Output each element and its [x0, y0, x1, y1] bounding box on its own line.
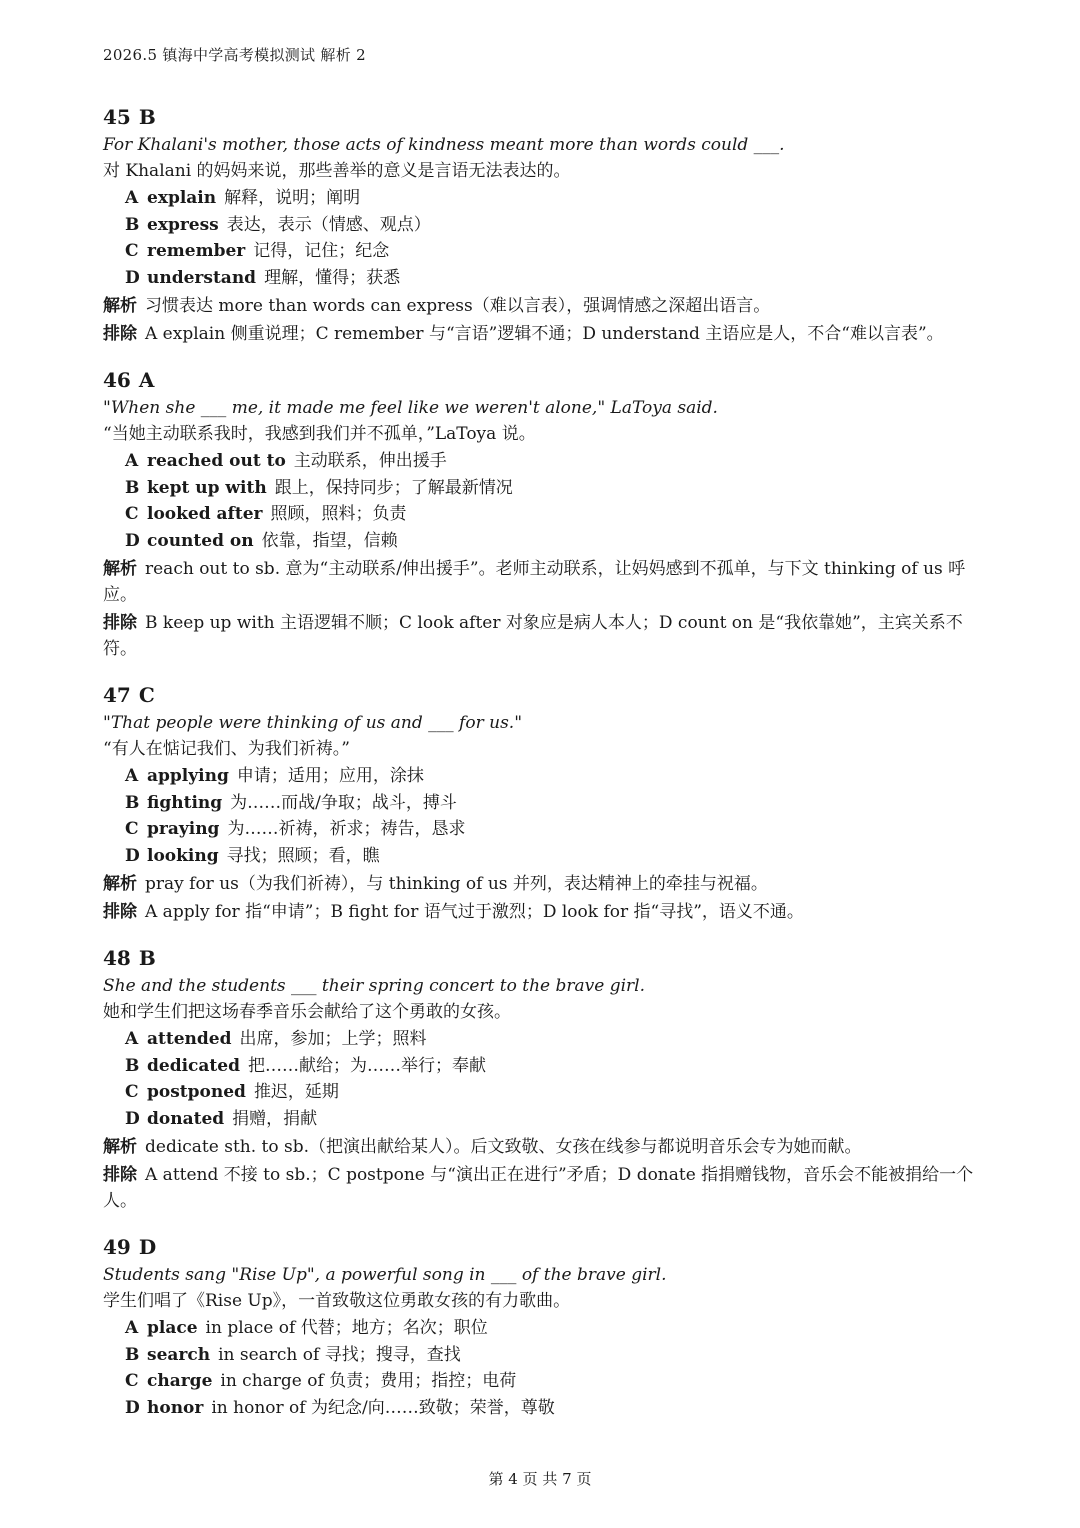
question-stem-chinese: “有人在惦记我们、为我们祈祷。”	[103, 739, 350, 759]
option-letter: B	[125, 792, 140, 813]
option-row	[103, 843, 983, 870]
option-letter: A	[125, 451, 139, 471]
exclusion-text: A apply for 指“申请”；B fight for 语气过于激烈；D look for 指“寻找”，语义不通。	[145, 902, 804, 922]
option-meaning: 照顾，照料；负责	[270, 504, 407, 524]
option-word: fighting	[147, 792, 223, 813]
question-number: 49	[103, 1235, 131, 1259]
option-row	[103, 238, 983, 265]
question-answer: B	[138, 105, 156, 129]
option-word: search	[147, 1344, 211, 1365]
question-number: 47	[103, 683, 131, 707]
question-header	[103, 682, 983, 708]
option-letter: D	[125, 1108, 140, 1129]
question-stem-chinese: 对 Khalani 的妈妈来说，那些善举的意义是言语无法表达的。	[103, 161, 571, 181]
analysis-text: pray for us（为我们祈祷），与 thinking of us 并列，表达精神上的牵挂与祝福。	[145, 874, 768, 894]
option-letter: B	[125, 214, 140, 235]
option-meaning: in charge of 负责；费用；指控；电荷	[220, 1371, 517, 1391]
option-letter: D	[125, 845, 140, 866]
option-meaning: 记得，记住；纪念	[253, 241, 390, 261]
analysis-note	[103, 871, 983, 897]
option-letter: B	[125, 1344, 140, 1365]
option-row	[103, 1368, 983, 1395]
option-word: dedicated	[147, 1055, 240, 1076]
exclusion-text: A attend 不接 to sb.；C postpone 与“演出正在进行”矛盾；D donate 指捐赠钱物，音乐会不能被捐给一个人。	[103, 1165, 974, 1211]
option-letter: D	[125, 1397, 140, 1418]
option-word: honor	[147, 1397, 204, 1418]
option-row	[103, 1315, 983, 1342]
question-list	[103, 104, 983, 1441]
exclusion-label: 排除	[103, 324, 137, 344]
question-stem-chinese: 她和学生们把这场春季音乐会献给了这个勇敢的女孩。	[103, 1002, 511, 1022]
option-word: reached out to	[147, 451, 286, 471]
option-word: praying	[147, 819, 220, 839]
exclusion-note	[103, 1162, 983, 1214]
analysis-label: 解析	[103, 1137, 137, 1157]
option-row	[103, 528, 983, 555]
question-stem-english: "That people were thinking of us and ___ for us."	[103, 713, 523, 733]
option-letter: C	[125, 241, 139, 261]
option-word: attended	[147, 1029, 232, 1049]
option-letter: B	[125, 1055, 140, 1076]
option-row	[103, 1026, 983, 1053]
option-meaning: 表达，表示（情感、观点）	[226, 214, 431, 235]
option-row	[103, 790, 983, 817]
question-number: 45	[103, 105, 131, 129]
analysis-text: 习惯表达 more than words can express（难以言表），强调情感之深超出语言。	[145, 296, 771, 316]
question-header	[103, 104, 983, 130]
option-row	[103, 1342, 983, 1369]
question-stem-english: "When she ___ me, it made me feel like we weren't alone," LaToya said.	[103, 398, 718, 418]
option-meaning: 申请；适用；应用，涂抹	[236, 766, 424, 786]
question-block	[103, 945, 983, 1214]
analysis-note	[103, 556, 983, 608]
option-word: looked after	[147, 504, 263, 524]
option-letter: C	[125, 819, 139, 839]
exclusion-note	[103, 610, 983, 662]
question-stem-chinese: “当她主动联系我时，我感到我们并不孤单，”LaToya 说。	[103, 424, 536, 444]
option-word: kept up with	[147, 477, 267, 498]
option-row	[103, 1079, 983, 1106]
analysis-label: 解析	[103, 296, 137, 316]
option-letter: D	[125, 530, 140, 551]
option-meaning: in place of 代替；地方；名次；职位	[205, 1318, 488, 1338]
exclusion-label: 排除	[103, 902, 137, 922]
option-word: donated	[147, 1108, 225, 1129]
analysis-note	[103, 1134, 983, 1160]
page-footer: 第 4 页 共 7 页	[488, 1470, 592, 1488]
question-header	[103, 1234, 983, 1260]
option-row	[103, 763, 983, 790]
option-letter: D	[125, 267, 140, 288]
option-meaning: 把……献给；为……举行；奉献	[247, 1055, 486, 1076]
question-stem-chinese: 学生们唱了《Rise Up》，一首致敬这位勇敢女孩的有力歌曲。	[103, 1291, 571, 1311]
exclusion-text: A explain 侧重说理；C remember 与“言语”逻辑不通；D understand 主语应是人，不合“难以言表”。	[145, 324, 944, 344]
option-row	[103, 185, 983, 212]
option-row	[103, 501, 983, 528]
question-stem-english: She and the students ___ their spring concert to the brave girl.	[103, 976, 646, 996]
question-stem-english: Students sang "Rise Up", a powerful song in ___ of the brave girl.	[103, 1265, 667, 1285]
option-meaning: 主动联系，伸出援手	[293, 451, 447, 471]
option-word: explain	[147, 188, 217, 208]
option-letter: A	[125, 188, 139, 208]
option-meaning: 寻找；照顾；看，瞧	[226, 845, 380, 866]
option-word: remember	[147, 241, 246, 261]
option-meaning: in search of 寻找；搜寻，查找	[218, 1344, 461, 1365]
option-row	[103, 475, 983, 502]
option-row	[103, 448, 983, 475]
option-meaning: 理解，懂得；获悉	[264, 267, 401, 288]
option-meaning: 依靠，指望，信赖	[261, 530, 398, 551]
option-word: place	[147, 1318, 198, 1338]
question-answer: C	[138, 683, 155, 707]
question-block	[103, 367, 983, 662]
question-answer: D	[138, 1235, 157, 1259]
option-letter: B	[125, 477, 140, 498]
exclusion-text: B keep up with 主语逻辑不顺；C look after 对象应是病人本人；D count on 是“我依靠她”，主宾关系不符。	[103, 613, 963, 659]
analysis-label: 解析	[103, 559, 137, 579]
option-meaning: 为……祈祷，祈求；祷告，恳求	[227, 819, 466, 839]
option-letter: A	[125, 1318, 139, 1338]
analysis-note	[103, 293, 983, 319]
analysis-text: dedicate sth. to sb.（把演出献给某人）。后文致敬、女孩在线参与都说明音乐会专为她而献。	[145, 1137, 862, 1157]
question-header	[103, 945, 983, 971]
page-header: 2026.5 镇海中学高考模拟测试 解析 2	[103, 46, 366, 64]
option-word: charge	[147, 1371, 213, 1391]
exclusion-label: 排除	[103, 1165, 137, 1185]
question-block	[103, 104, 983, 347]
option-letter: A	[125, 766, 139, 786]
exclusion-label: 排除	[103, 613, 137, 633]
option-word: applying	[147, 766, 229, 786]
question-stem-english: For Khalani's mother, those acts of kindness meant more than words could ___.	[103, 135, 785, 155]
question-block	[103, 1234, 983, 1421]
option-word: looking	[147, 845, 219, 866]
option-letter: C	[125, 1082, 139, 1102]
option-row	[103, 212, 983, 239]
question-header	[103, 367, 983, 393]
exclusion-note	[103, 321, 983, 347]
option-word: understand	[147, 267, 257, 288]
exclusion-note	[103, 899, 983, 925]
option-meaning: 出席，参加；上学；照料	[239, 1029, 427, 1049]
option-row	[103, 816, 983, 843]
option-meaning: in honor of 为纪念/向……致敬；荣誉，尊敬	[211, 1397, 555, 1418]
analysis-text: reach out to sb. 意为“主动联系/伸出援手”。老师主动联系，让妈妈感到不孤单，与下文 thinking of us 呼应。	[103, 559, 966, 605]
option-meaning: 解释，说明；阐明	[224, 188, 361, 208]
option-row	[103, 265, 983, 292]
option-meaning: 推迟，延期	[253, 1082, 339, 1102]
option-meaning: 跟上，保持同步；了解最新情况	[274, 477, 513, 498]
option-word: counted on	[147, 530, 254, 551]
question-block	[103, 682, 983, 925]
question-answer: B	[138, 946, 156, 970]
option-row	[103, 1395, 983, 1422]
option-letter: A	[125, 1029, 139, 1049]
option-meaning: 捐赠，捐献	[232, 1108, 318, 1129]
option-meaning: 为……而战/争取；战斗，搏斗	[230, 792, 457, 813]
option-letter: C	[125, 504, 139, 524]
option-row	[103, 1053, 983, 1080]
option-word: express	[147, 214, 219, 235]
option-letter: C	[125, 1371, 139, 1391]
analysis-label: 解析	[103, 874, 137, 894]
option-word: postponed	[147, 1082, 246, 1102]
question-answer: A	[138, 368, 155, 392]
question-number: 48	[103, 946, 131, 970]
question-number: 46	[103, 368, 131, 392]
option-row	[103, 1106, 983, 1133]
